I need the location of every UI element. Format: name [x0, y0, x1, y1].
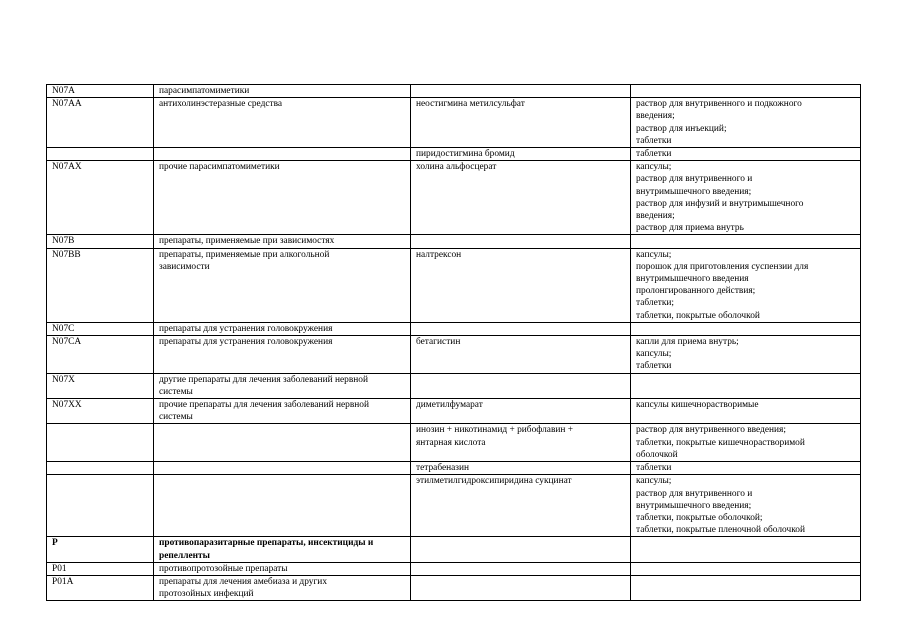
atc-code-cell: P01: [47, 562, 154, 575]
drug-name-cell: [411, 575, 631, 600]
cell-text-line: препараты для лечения амебиаза и других: [159, 576, 328, 587]
atc-code-cell: N07CA: [47, 336, 154, 374]
dosage-form-line: внутримышечного введения: [636, 274, 749, 285]
dosage-forms-cell: [631, 161, 861, 235]
dosage-form-line: пролонгированного действия;: [636, 286, 756, 297]
dosage-forms-cell: [631, 373, 861, 398]
cell-text-line: системы: [159, 386, 193, 397]
dosage-form-line: капсулы;: [636, 162, 672, 173]
table-row: [47, 235, 861, 248]
drug-classification-table: [46, 84, 861, 601]
dosage-forms-cell: [631, 424, 861, 462]
dosage-forms-cell: [631, 562, 861, 575]
atc-code-cell: P: [47, 537, 154, 562]
dosage-form-line: таблетки;: [636, 298, 675, 309]
dosage-forms-cell: [631, 322, 861, 335]
atc-code-cell: [47, 424, 154, 462]
table-row: [47, 475, 861, 537]
dosage-form-line: раствор для внутривенного введения;: [636, 425, 786, 436]
cell-text-line: системы: [159, 412, 193, 423]
dosage-form-line: таблетки, покрытые пленочной оболочкой: [636, 525, 805, 536]
cell-text-line: другие препараты для лечения заболеваний нервной: [159, 374, 368, 385]
dosage-forms-cell: [631, 235, 861, 248]
table-row: [47, 462, 861, 475]
anatomical-therapeutic-group-cell: [154, 399, 411, 424]
drug-name-cell: тетрабеназин: [411, 462, 631, 475]
dosage-forms-cell: [631, 248, 861, 322]
dosage-forms-cell: [631, 148, 861, 161]
table-row: [47, 537, 861, 562]
table-row: [47, 98, 861, 148]
dosage-form-line: введения;: [636, 211, 675, 222]
anatomical-therapeutic-group-cell: [154, 373, 411, 398]
atc-code-cell: N07C: [47, 322, 154, 335]
dosage-forms-cell: [631, 575, 861, 600]
dosage-form-line: раствор для инъекций;: [636, 123, 727, 134]
dosage-form-line: таблетки, покрытые кишечнорастворимой: [636, 437, 805, 448]
dosage-form-line: раствор для внутривенного и: [636, 174, 753, 185]
atc-code-cell: [47, 148, 154, 161]
anatomical-therapeutic-group-cell: антихолинэстеразные средства: [154, 98, 411, 148]
dosage-form-line: капсулы;: [636, 249, 672, 260]
table-row: [47, 399, 861, 424]
drug-name-cell: [411, 537, 631, 562]
anatomical-therapeutic-group-cell: [154, 248, 411, 322]
table-row: [47, 336, 861, 374]
drug-name-cell: неостигмина метилсульфат: [411, 98, 631, 148]
dosage-form-line: капсулы;: [636, 349, 672, 360]
atc-code-cell: P01A: [47, 575, 154, 600]
dosage-form-line: внутримышечного введения;: [636, 500, 752, 511]
table-row: [47, 424, 861, 462]
anatomical-therapeutic-group-cell: [154, 575, 411, 600]
drug-name-cell: бетагистин: [411, 336, 631, 374]
anatomical-therapeutic-group-cell: [154, 424, 411, 462]
cell-text-line: зависимости: [159, 261, 210, 272]
atc-code-cell: [47, 462, 154, 475]
atc-code-cell: N07A: [47, 85, 154, 98]
dosage-form-line: раствор для инфузий и внутримышечного: [636, 198, 804, 209]
dosage-form-line: введения;: [636, 111, 675, 122]
drug-name-cell: [411, 85, 631, 98]
table-row: [47, 85, 861, 98]
cell-text-line: янтарная кислота: [416, 437, 486, 448]
atc-code-cell: N07AA: [47, 98, 154, 148]
cell-text-line: прочие препараты для лечения заболеваний нервной: [159, 400, 369, 411]
cell-text-line: репелленты: [159, 550, 210, 561]
atc-code-cell: N07BB: [47, 248, 154, 322]
drug-name-cell: пиридостигмина бромид: [411, 148, 631, 161]
dosage-form-line: раствор для внутривенного и подкожного: [636, 99, 802, 110]
dosage-form-line: капли для приема внутрь;: [636, 337, 739, 348]
cell-text-line: препараты, применяемые при алкогольной: [159, 249, 330, 260]
anatomical-therapeutic-group-cell: прочие парасимпатомиметики: [154, 161, 411, 235]
dosage-form-line: оболочкой: [636, 449, 678, 460]
dosage-form-line: таблетки, покрытые оболочкой;: [636, 512, 763, 523]
atc-code-cell: N07XX: [47, 399, 154, 424]
anatomical-therapeutic-group-cell: парасимпатомиметики: [154, 85, 411, 98]
anatomical-therapeutic-group-cell: препараты для устранения головокружения: [154, 336, 411, 374]
table-row: [47, 148, 861, 161]
drug-name-cell: этилметилгидроксипиридина сукцинат: [411, 475, 631, 537]
anatomical-therapeutic-group-cell: [154, 462, 411, 475]
cell-text-line: инозин + никотинамид + рибофлавин +: [416, 425, 574, 436]
dosage-form-line: внутримышечного введения;: [636, 186, 752, 197]
dosage-forms-cell: [631, 475, 861, 537]
drug-name-cell: [411, 562, 631, 575]
dosage-form-line: таблетки, покрытые оболочкой: [636, 310, 760, 321]
dosage-form-line: раствор для приема внутрь: [636, 223, 744, 234]
dosage-forms-cell: [631, 336, 861, 374]
dosage-form-line: порошок для приготовления суспензии для: [636, 261, 809, 272]
dosage-forms-cell: [631, 537, 861, 562]
dosage-form-line: таблетки: [636, 135, 672, 146]
dosage-form-line: таблетки: [636, 463, 672, 474]
atc-code-cell: N07AX: [47, 161, 154, 235]
atc-code-cell: N07X: [47, 373, 154, 398]
dosage-forms-cell: [631, 85, 861, 98]
table-row: [47, 575, 861, 600]
anatomical-therapeutic-group-cell: противопротозойные препараты: [154, 562, 411, 575]
drug-name-cell: [411, 373, 631, 398]
dosage-form-line: капсулы;: [636, 476, 672, 487]
anatomical-therapeutic-group-cell: [154, 537, 411, 562]
drug-name-cell: холина альфосцерат: [411, 161, 631, 235]
dosage-forms-cell: [631, 462, 861, 475]
anatomical-therapeutic-group-cell: препараты для устранения головокружения: [154, 322, 411, 335]
table-row: [47, 562, 861, 575]
dosage-form-line: таблетки: [636, 149, 672, 160]
anatomical-therapeutic-group-cell: [154, 475, 411, 537]
table-body: [47, 85, 861, 601]
anatomical-therapeutic-group-cell: [154, 148, 411, 161]
cell-text-line: противопаразитарные препараты, инсектициды и: [159, 538, 374, 549]
dosage-forms-cell: [631, 399, 861, 424]
drug-name-cell: [411, 424, 631, 462]
dosage-form-line: капсулы кишечнорастворимые: [636, 400, 759, 411]
dosage-forms-cell: [631, 98, 861, 148]
drug-name-cell: [411, 235, 631, 248]
table-row: [47, 373, 861, 398]
drug-name-cell: налтрексон: [411, 248, 631, 322]
drug-name-cell: [411, 322, 631, 335]
dosage-form-line: таблетки: [636, 361, 672, 372]
table-row: [47, 322, 861, 335]
table-row: [47, 161, 861, 235]
atc-code-cell: [47, 475, 154, 537]
atc-code-cell: N07B: [47, 235, 154, 248]
anatomical-therapeutic-group-cell: препараты, применяемые при зависимостях: [154, 235, 411, 248]
dosage-form-line: раствор для внутривенного и: [636, 488, 753, 499]
table-row: [47, 248, 861, 322]
drug-name-cell: диметилфумарат: [411, 399, 631, 424]
cell-text-line: протозойных инфекций: [159, 589, 254, 600]
